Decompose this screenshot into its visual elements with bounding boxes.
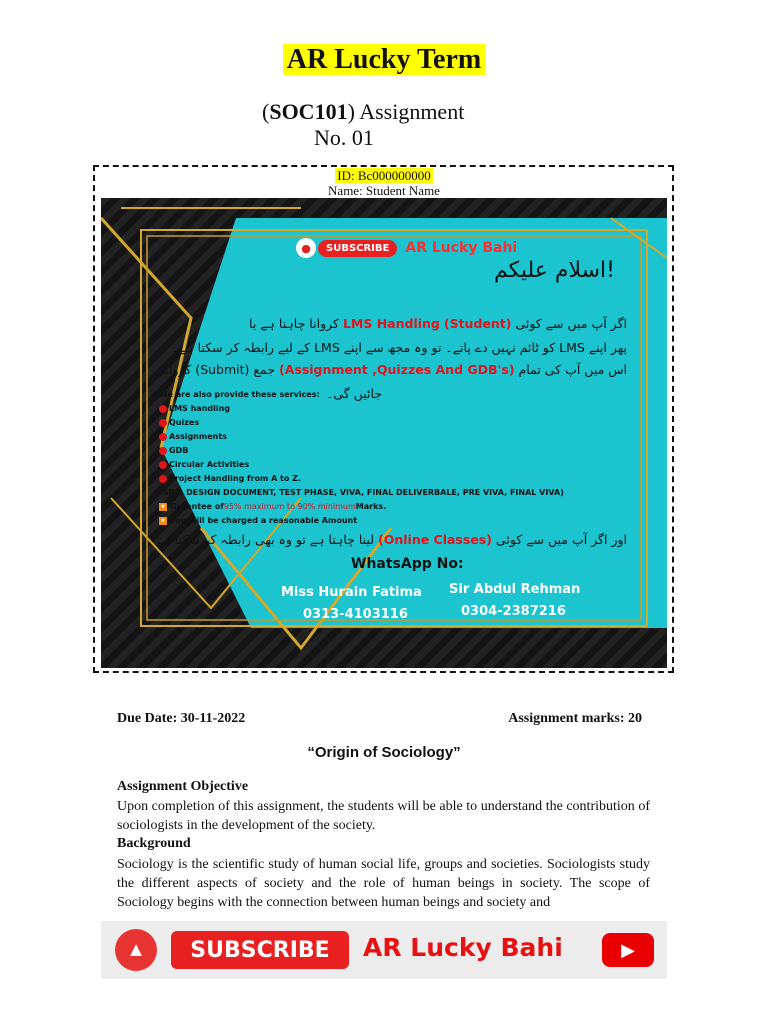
- bell-icon: ●: [296, 238, 316, 258]
- due-date: Due Date: 30-11-2022: [117, 711, 246, 726]
- urdu-text: اگر آپ میں سے کوئی: [515, 316, 627, 331]
- objective-heading: Assignment Objective: [117, 779, 249, 794]
- red-dot-icon: [159, 461, 167, 469]
- page-title: [0, 44, 768, 76]
- bell-icon: ▲: [115, 929, 157, 971]
- services-heading: We are also provide these services:: [159, 390, 320, 399]
- background-text: Sociology is the scientific study of human social life, groups and societies. Sociologists study the different aspects of society and the role of human beings in society. The scope of Sociology begins with the connection between human beings and society and: [117, 857, 650, 910]
- charge-note: [159, 516, 357, 525]
- course-code: SOC101: [269, 99, 348, 124]
- subscribe-button[interactable]: SUBSCRIBE: [318, 240, 397, 257]
- guarantee-range: 95% maximum to 90% minimum: [223, 502, 356, 511]
- red-dot-icon: [159, 405, 167, 413]
- service-item: [159, 446, 188, 455]
- contact-name: Miss Hurain Fatima: [281, 585, 422, 600]
- guarantee-prefix: Gurantee of: [170, 502, 224, 511]
- assignment-number: No. 01: [314, 125, 374, 150]
- guarantee-suffix: Marks.: [355, 502, 387, 511]
- urdu-greeting: اسلام علیکم!: [494, 258, 615, 283]
- objective-text: Upon completion of this assignment, the students will be able to understand the contribution of sociologists in the development of the society.: [117, 799, 650, 833]
- background-heading: Background: [117, 836, 191, 851]
- subscribe-button[interactable]: SUBSCRIBE: [171, 931, 349, 969]
- student-text: (Student): [443, 316, 512, 331]
- service-label: Assignments: [169, 432, 227, 441]
- youtube-play-icon[interactable]: ▶: [602, 933, 654, 967]
- red-dot-icon: [159, 475, 167, 483]
- urdu-text: اور اگر آپ میں سے کوئی: [495, 532, 627, 547]
- subscribe-banner: [101, 921, 667, 979]
- contact-name: Sir Abdul Rehman: [449, 582, 581, 597]
- service-label: Quizes: [169, 418, 200, 427]
- whatsapp-label: WhatsApp No:: [351, 556, 464, 572]
- urdu-line-3: [155, 362, 627, 377]
- title-text: AR Lucky Term: [283, 44, 485, 75]
- contact-phone: 0304-2387216: [461, 604, 566, 619]
- urdu-text: اس میں آپ کی تمام: [518, 362, 627, 377]
- service-item: [159, 432, 227, 441]
- student-id: [0, 168, 768, 184]
- red-dot-icon: [159, 419, 167, 427]
- assignment-title: (SOC101) Assignment: [262, 99, 465, 124]
- online-classes-text: (Online Classes): [378, 532, 492, 547]
- service-item: [159, 474, 301, 483]
- guarantee-note: [159, 502, 386, 511]
- assignment-topic: “Origin of Sociology”: [307, 744, 461, 761]
- service-label: Circular Activities: [169, 460, 250, 469]
- student-name: Name: Student Name: [328, 183, 440, 198]
- urdu-line-1: [249, 316, 627, 331]
- urdu-line-4: جائیں گی۔: [326, 386, 382, 401]
- urdu-line-2: پھر اپنے LMS کو ٹائم نہیں دے پاتے۔ تو وہ مجھ سے اپنے LMS کے لیے رابطہ کر سکتا ہے۔: [171, 340, 627, 355]
- assignment-quizzes-text: (Assignment ,Quizzes And GDB's): [278, 362, 515, 377]
- charge-text: You will be charged a reasonable Amount: [170, 516, 358, 525]
- online-classes-line: [156, 532, 627, 547]
- red-dot-icon: [159, 433, 167, 441]
- star-icon: ★: [160, 502, 166, 510]
- lms-handling-text: LMS Handling: [342, 316, 440, 331]
- student-id-text: ID: Bc000000000: [337, 168, 431, 183]
- service-label: LMS handling: [169, 404, 231, 413]
- urdu-text: لینا چاہتا ہے تو وہ بھی رابطہ کر سکتا ہے: [156, 532, 375, 547]
- service-label: Project Handling from A to Z.: [169, 474, 301, 483]
- project-details: (SRS, DESIGN DOCUMENT, TEST PHASE, VIVA, FINAL DELIVERBALE, PRE VIVA, FINAL VIVA): [159, 488, 564, 497]
- urdu-text: جمع (Submit) کروائی: [155, 362, 275, 377]
- service-item: [159, 404, 230, 413]
- channel-name: AR Lucky Bahi: [405, 240, 518, 256]
- urdu-text: کروانا چاہتا ہے یا: [249, 316, 339, 331]
- channel-name: AR Lucky Bahi: [363, 933, 563, 962]
- assignment-word: Assignment: [354, 99, 465, 124]
- service-item: [159, 418, 199, 427]
- subscribe-pill: [296, 238, 517, 258]
- red-dot-icon: [159, 447, 167, 455]
- assignment-marks: Assignment marks: 20: [508, 711, 642, 726]
- star-icon: ★: [160, 516, 166, 524]
- contact-phone: 0313-4103116: [303, 607, 408, 622]
- service-label: GDB: [169, 446, 189, 455]
- advertisement-poster: [101, 198, 667, 668]
- service-item: [159, 460, 249, 469]
